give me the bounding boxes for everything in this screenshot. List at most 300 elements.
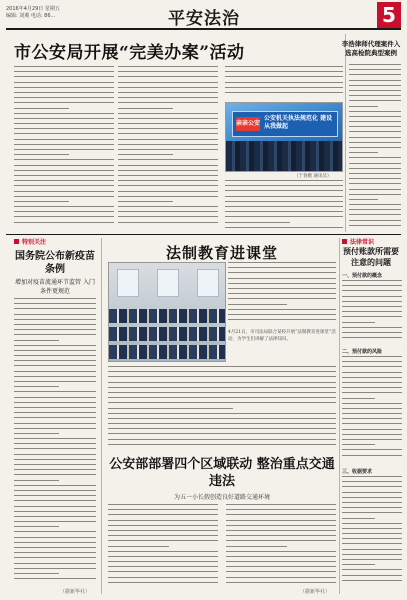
text-line [14, 82, 114, 83]
text-line [228, 283, 336, 284]
text-line [118, 170, 218, 171]
text-line [118, 108, 173, 109]
section-divider [6, 234, 401, 235]
text-line [14, 531, 96, 532]
text-line [228, 298, 336, 299]
text-line [349, 121, 401, 122]
right-lower-section-1: 一、预付款的概念 [342, 273, 383, 279]
text-line [14, 113, 114, 114]
editor-line: 编辑: 刘翼 电话: 86... [6, 13, 56, 19]
text-line [349, 90, 401, 91]
text-line [118, 196, 218, 197]
text-line [14, 495, 96, 496]
text-line [14, 376, 96, 377]
text-line [14, 537, 96, 538]
text-line [14, 542, 96, 543]
text-line [342, 481, 402, 482]
center-lower-text-c [108, 504, 218, 590]
text-line [14, 573, 59, 574]
text-line [228, 288, 336, 289]
text-line [14, 474, 96, 475]
text-line [14, 185, 114, 186]
text-line [14, 355, 96, 356]
main-headline: 市公安局开展“完美办案”活动 [14, 43, 245, 63]
text-line [14, 448, 96, 449]
text-line [14, 144, 114, 145]
text-line [349, 126, 401, 127]
text-line [14, 511, 96, 512]
text-line [118, 222, 218, 223]
text-line [108, 371, 336, 372]
text-line [14, 485, 96, 486]
text-line [108, 444, 336, 445]
text-line [118, 165, 218, 166]
text-line [342, 486, 402, 487]
column-rule-right [339, 238, 340, 594]
text-line [108, 397, 336, 398]
center-lower-text-b [108, 366, 336, 452]
text-line [14, 71, 114, 72]
text-line [14, 547, 96, 548]
text-line [14, 459, 96, 460]
main-story-col-1 [14, 66, 114, 232]
text-line [14, 76, 114, 77]
text-line [342, 497, 402, 498]
center-lower-headline-2: 公安部部署四个区域联动 整治重点交通违法 [109, 457, 335, 489]
text-line [108, 366, 336, 367]
text-line [14, 433, 59, 434]
page-number: 5 [377, 2, 401, 28]
text-line [342, 444, 375, 445]
text-line [225, 180, 343, 181]
text-line [342, 434, 402, 435]
text-line [226, 530, 336, 531]
text-line [14, 526, 59, 527]
text-line [342, 327, 402, 328]
text-line [349, 199, 378, 200]
text-line [14, 133, 114, 134]
text-line [14, 165, 114, 166]
text-line [118, 133, 218, 134]
text-line [118, 201, 173, 202]
text-line [349, 142, 401, 143]
text-line [228, 293, 336, 294]
text-line [14, 102, 114, 103]
text-line [342, 356, 402, 357]
text-line [342, 322, 375, 323]
text-line [342, 533, 402, 534]
text-line [349, 80, 401, 81]
text-line [342, 403, 402, 404]
text-line [342, 439, 402, 440]
text-line [108, 525, 218, 526]
text-line [226, 551, 336, 552]
text-line [228, 262, 336, 263]
text-line [14, 170, 114, 171]
left-lower-source: （据新华社） [60, 589, 91, 595]
text-line [14, 428, 96, 429]
main-story-photo [225, 102, 343, 172]
photo-students-row [109, 345, 226, 359]
text-line [342, 280, 402, 281]
text-line [108, 382, 336, 383]
text-line [349, 214, 401, 215]
text-line [342, 502, 402, 503]
text-line [349, 100, 401, 101]
text-line [14, 402, 96, 403]
text-line [342, 366, 402, 367]
text-line [342, 413, 402, 414]
text-line [14, 222, 114, 223]
text-line [342, 311, 402, 312]
text-line [108, 402, 336, 403]
text-line [225, 76, 343, 77]
photo-students-row [109, 309, 226, 323]
text-line [342, 575, 402, 576]
text-line [226, 525, 336, 526]
text-line [342, 549, 402, 550]
text-line [108, 408, 233, 409]
text-line [14, 412, 96, 413]
text-line [342, 476, 402, 477]
text-line [226, 535, 336, 536]
text-line [342, 569, 402, 570]
right-lower-section-2: 二、预付款的风险 [342, 349, 383, 355]
masthead-meta [6, 6, 136, 20]
text-line [342, 306, 402, 307]
text-line [225, 196, 343, 197]
text-line [108, 428, 336, 429]
text-line [349, 157, 401, 158]
text-line [349, 116, 401, 117]
text-line [226, 561, 336, 562]
text-line [349, 178, 401, 179]
text-line [14, 324, 96, 325]
right-lower-headline: 预付账款所需要注意的问题 [343, 246, 399, 267]
main-story-col-3b [225, 180, 343, 232]
text-line [14, 578, 96, 579]
text-line [108, 571, 218, 572]
text-line [342, 332, 402, 333]
text-line [14, 438, 96, 439]
text-line [14, 92, 114, 93]
text-line [225, 206, 343, 207]
text-line [349, 163, 401, 164]
text-line [14, 154, 69, 155]
text-line [14, 123, 114, 124]
sidebar-headline: 李浩律师代理案件入选高检院典型案例 [341, 40, 401, 57]
text-line [342, 387, 402, 388]
tag-legal-knowledge: 法律常识 [342, 238, 374, 247]
text-line [14, 360, 96, 361]
main-story-col-2 [118, 66, 218, 232]
text-line [108, 423, 336, 424]
text-line [118, 191, 218, 192]
text-line [342, 361, 402, 362]
text-line [225, 227, 343, 228]
text-line [118, 154, 173, 155]
column-rule-left [101, 238, 102, 594]
text-line [108, 509, 218, 510]
text-line [118, 82, 218, 83]
text-line [349, 69, 401, 70]
text-line [342, 538, 402, 539]
text-line [108, 504, 218, 505]
text-line [108, 418, 336, 419]
text-line [108, 551, 218, 552]
text-line [226, 520, 336, 521]
text-line [118, 92, 218, 93]
text-line [14, 563, 96, 564]
text-line [118, 159, 218, 160]
text-line [14, 521, 96, 522]
text-line [349, 64, 401, 65]
text-line [14, 334, 96, 335]
text-line [14, 66, 114, 67]
text-line [225, 82, 343, 83]
text-line [342, 559, 402, 560]
text-line [225, 216, 343, 217]
text-line [225, 71, 343, 72]
text-line [349, 106, 378, 107]
left-lower-headline: 国务院公布新疫苗条例 [15, 251, 95, 275]
text-line [228, 314, 336, 315]
text-line [349, 204, 401, 205]
text-line [108, 376, 336, 377]
text-line [349, 220, 401, 221]
text-line [342, 518, 375, 519]
text-line [108, 514, 218, 515]
issue-date: 2016年4月29日 星期五 [6, 6, 60, 12]
text-line [349, 111, 401, 112]
text-line [349, 85, 401, 86]
photo-students-row [109, 327, 226, 341]
text-line [14, 191, 114, 192]
text-line [225, 211, 343, 212]
photo-crowd [226, 141, 343, 171]
text-line [342, 554, 402, 555]
text-line [228, 309, 336, 310]
text-line [14, 319, 96, 320]
text-line [108, 392, 336, 393]
text-line [342, 449, 402, 450]
text-line [108, 535, 218, 536]
text-line [14, 568, 96, 569]
text-line [14, 345, 96, 346]
text-line [225, 222, 290, 223]
text-line [225, 87, 343, 88]
text-line [108, 433, 336, 434]
text-line [349, 137, 401, 138]
text-line [14, 557, 96, 558]
text-line [118, 139, 218, 140]
text-line [14, 552, 96, 553]
text-line [342, 290, 402, 291]
text-line [349, 131, 401, 132]
text-line [226, 509, 336, 510]
text-line [14, 329, 96, 330]
center-lower-text-a [228, 262, 336, 328]
photo-caption: （于春摄 通讯员） [294, 174, 332, 179]
classroom-photo [108, 262, 226, 362]
photo-tag: 亲亲公安 [236, 117, 260, 131]
text-line [118, 175, 218, 176]
sidebar-text [349, 64, 401, 232]
text-line [14, 469, 96, 470]
text-line [14, 371, 96, 372]
text-line [14, 454, 96, 455]
text-line [349, 152, 378, 153]
text-line [225, 66, 343, 67]
text-line [118, 128, 218, 129]
text-line [14, 464, 96, 465]
text-line [108, 582, 218, 583]
text-line [349, 209, 401, 210]
text-line [118, 185, 218, 186]
text-line [108, 546, 169, 547]
text-line [14, 216, 114, 217]
text-line [228, 272, 336, 273]
text-line [118, 102, 218, 103]
text-line [14, 118, 114, 119]
text-line [14, 340, 59, 341]
text-line [226, 566, 336, 567]
text-line [226, 540, 336, 541]
text-line [349, 225, 401, 226]
text-line [342, 528, 402, 529]
column-rule [345, 34, 346, 232]
right-lower-text-3 [342, 476, 402, 590]
text-line [342, 337, 402, 338]
text-line [342, 382, 402, 383]
photo-window [117, 269, 139, 297]
center-lower-text-d [226, 504, 336, 590]
center-lower-subhead-2: 为五一小长假创造良好道路交通环境 [173, 494, 270, 501]
text-line [225, 185, 343, 186]
text-line [118, 118, 218, 119]
text-line [342, 492, 402, 493]
text-line [108, 387, 336, 388]
text-line [342, 418, 402, 419]
text-line [349, 168, 401, 169]
text-line [14, 201, 69, 202]
photo-window [197, 269, 219, 297]
text-line [108, 520, 218, 521]
text-line [108, 530, 218, 531]
text-line [342, 285, 402, 286]
text-line [342, 408, 402, 409]
classroom-photo-caption: 4月21日，市司法局联合某校开展“法制教育进课堂”活动，为学生们讲解了法律知识。 [228, 330, 336, 342]
text-line [14, 350, 96, 351]
text-line [118, 149, 218, 150]
text-line [14, 303, 96, 304]
text-line [228, 267, 336, 268]
text-line [14, 480, 59, 481]
main-story-col-3 [225, 66, 343, 100]
text-line [342, 455, 402, 456]
text-line [14, 443, 96, 444]
text-line [14, 490, 96, 491]
text-line [349, 183, 401, 184]
text-line [342, 296, 402, 297]
right-lower-text-1 [342, 280, 402, 344]
text-line [14, 506, 96, 507]
text-line [14, 175, 114, 176]
text-line [14, 381, 96, 382]
text-line [108, 556, 218, 557]
text-line [342, 564, 375, 565]
text-line [14, 365, 96, 366]
text-line [118, 97, 218, 98]
text-line [226, 514, 336, 515]
section-title: 平安法治 [168, 9, 240, 29]
text-line [14, 206, 114, 207]
text-line [349, 173, 401, 174]
text-line [118, 144, 218, 145]
text-line [228, 319, 336, 320]
text-line [118, 216, 218, 217]
text-line [226, 504, 336, 505]
center-lower-source: （据新华社） [300, 589, 331, 595]
left-lower-text [14, 298, 96, 586]
text-line [226, 571, 336, 572]
text-line [14, 386, 59, 387]
text-line [118, 66, 218, 67]
tag-special-focus: 特别关注 [14, 238, 46, 247]
text-line [14, 128, 114, 129]
text-line [14, 97, 114, 98]
text-line [14, 417, 96, 418]
text-line [108, 566, 218, 567]
text-line [14, 108, 69, 109]
text-line [342, 429, 402, 430]
text-line [226, 577, 336, 578]
text-line [14, 180, 114, 181]
text-line [118, 87, 218, 88]
text-line [14, 159, 114, 160]
text-line [342, 512, 402, 513]
text-line [14, 308, 96, 309]
text-line [342, 372, 402, 373]
text-line [118, 113, 218, 114]
text-line [342, 423, 402, 424]
text-line [14, 500, 96, 501]
masthead [6, 4, 401, 30]
text-line [349, 95, 401, 96]
text-line [342, 507, 402, 508]
text-line [226, 556, 336, 557]
text-line [118, 180, 218, 181]
text-line [118, 76, 218, 77]
text-line [14, 211, 114, 212]
text-line [342, 398, 375, 399]
photo-window [157, 269, 179, 297]
text-line [228, 278, 336, 279]
text-line [108, 540, 218, 541]
text-line [14, 423, 96, 424]
text-line [342, 392, 402, 393]
text-line [225, 92, 343, 93]
text-line [108, 439, 336, 440]
photo-slogan: 公安机关执法规范化 建设从我做起 [264, 115, 333, 130]
text-line [226, 582, 336, 583]
text-line [349, 189, 401, 190]
text-line [349, 74, 401, 75]
right-lower-section-3: 三、收据要求 [342, 469, 373, 475]
text-line [14, 196, 114, 197]
text-line [108, 561, 218, 562]
text-line [14, 391, 96, 392]
